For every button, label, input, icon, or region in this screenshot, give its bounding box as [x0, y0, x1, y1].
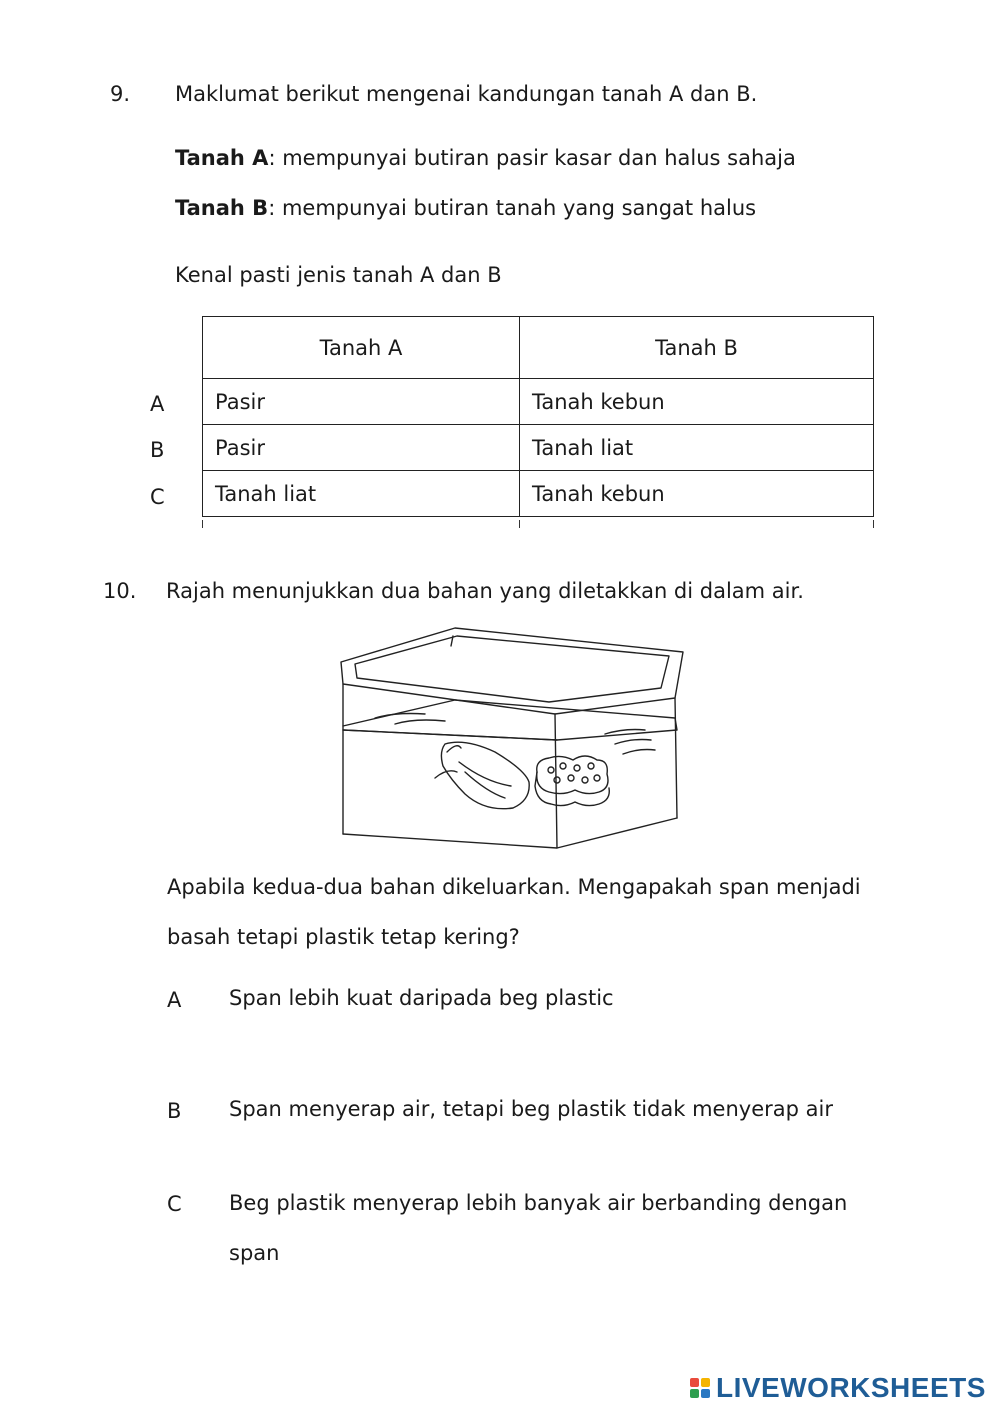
tanah-b-desc: : mempunyai butiran tanah yang sangat halus: [268, 196, 757, 220]
tanah-b-description: [175, 196, 756, 220]
option-c-text[interactable]: Beg plastik menyerap lebih banyak air berbanding dengan: [229, 1191, 848, 1215]
question-9-prompt: Kenal pasti jenis tanah A dan B: [175, 263, 502, 287]
question-10-intro: Rajah menunjukkan dua bahan yang diletakkan di dalam air.: [166, 579, 804, 603]
table-tick: [873, 520, 874, 528]
table-header-row: [203, 317, 874, 379]
logo-text: LIVEWORKSHEETS: [716, 1372, 986, 1403]
table-row[interactable]: [203, 471, 874, 517]
table-row[interactable]: [203, 425, 874, 471]
table-cell: Tanah kebun: [520, 379, 874, 425]
question-9-intro: Maklumat berikut mengenai kandungan tanah A dan B.: [175, 82, 758, 106]
table-tick: [519, 520, 520, 528]
question-9-number: 9.: [110, 82, 131, 106]
logo-square: [701, 1389, 710, 1398]
table-cell: Pasir: [203, 379, 520, 425]
table-header-tanah-a: Tanah A: [203, 317, 520, 379]
table-cell: Pasir: [203, 425, 520, 471]
question-10-text-line2: basah tetapi plastik tetap kering?: [167, 925, 520, 949]
table-cell: Tanah kebun: [520, 471, 874, 517]
logo-mark-icon: [690, 1378, 710, 1398]
tanah-b-label: Tanah B: [175, 196, 269, 220]
option-b-label[interactable]: B: [150, 438, 165, 462]
table-tick: [202, 520, 203, 528]
logo-square: [701, 1378, 710, 1387]
table-row[interactable]: [203, 379, 874, 425]
option-b-text[interactable]: Span menyerap air, tetapi beg plastik tidak menyerap air: [229, 1097, 833, 1121]
question-10-number: 10.: [103, 579, 137, 603]
table-cell: Tanah liat: [203, 471, 520, 517]
question-10-text-line1: Apabila kedua-dua bahan dikeluarkan. Mengapakah span menjadi: [167, 875, 861, 899]
aquarium-illustration: [335, 622, 695, 852]
soil-table: [202, 316, 874, 517]
option-c-letter[interactable]: C: [167, 1192, 182, 1216]
option-a-letter[interactable]: A: [167, 988, 182, 1012]
tanah-a-label: Tanah A: [175, 146, 269, 170]
option-c-text-line2[interactable]: span: [229, 1241, 280, 1265]
liveworksheets-logo[interactable]: [690, 1373, 986, 1403]
logo-square: [690, 1389, 699, 1398]
option-a-text[interactable]: Span lebih kuat daripada beg plastic: [229, 986, 614, 1010]
logo-square: [690, 1378, 699, 1387]
option-b-letter[interactable]: B: [167, 1099, 182, 1123]
table-cell: Tanah liat: [520, 425, 874, 471]
tanah-a-description: [175, 146, 796, 170]
tanah-a-desc: : mempunyai butiran pasir kasar dan halus sahaja: [268, 146, 796, 170]
option-c-label[interactable]: C: [150, 485, 165, 509]
option-a-label[interactable]: A: [150, 392, 165, 416]
table-header-tanah-b: Tanah B: [520, 317, 874, 379]
